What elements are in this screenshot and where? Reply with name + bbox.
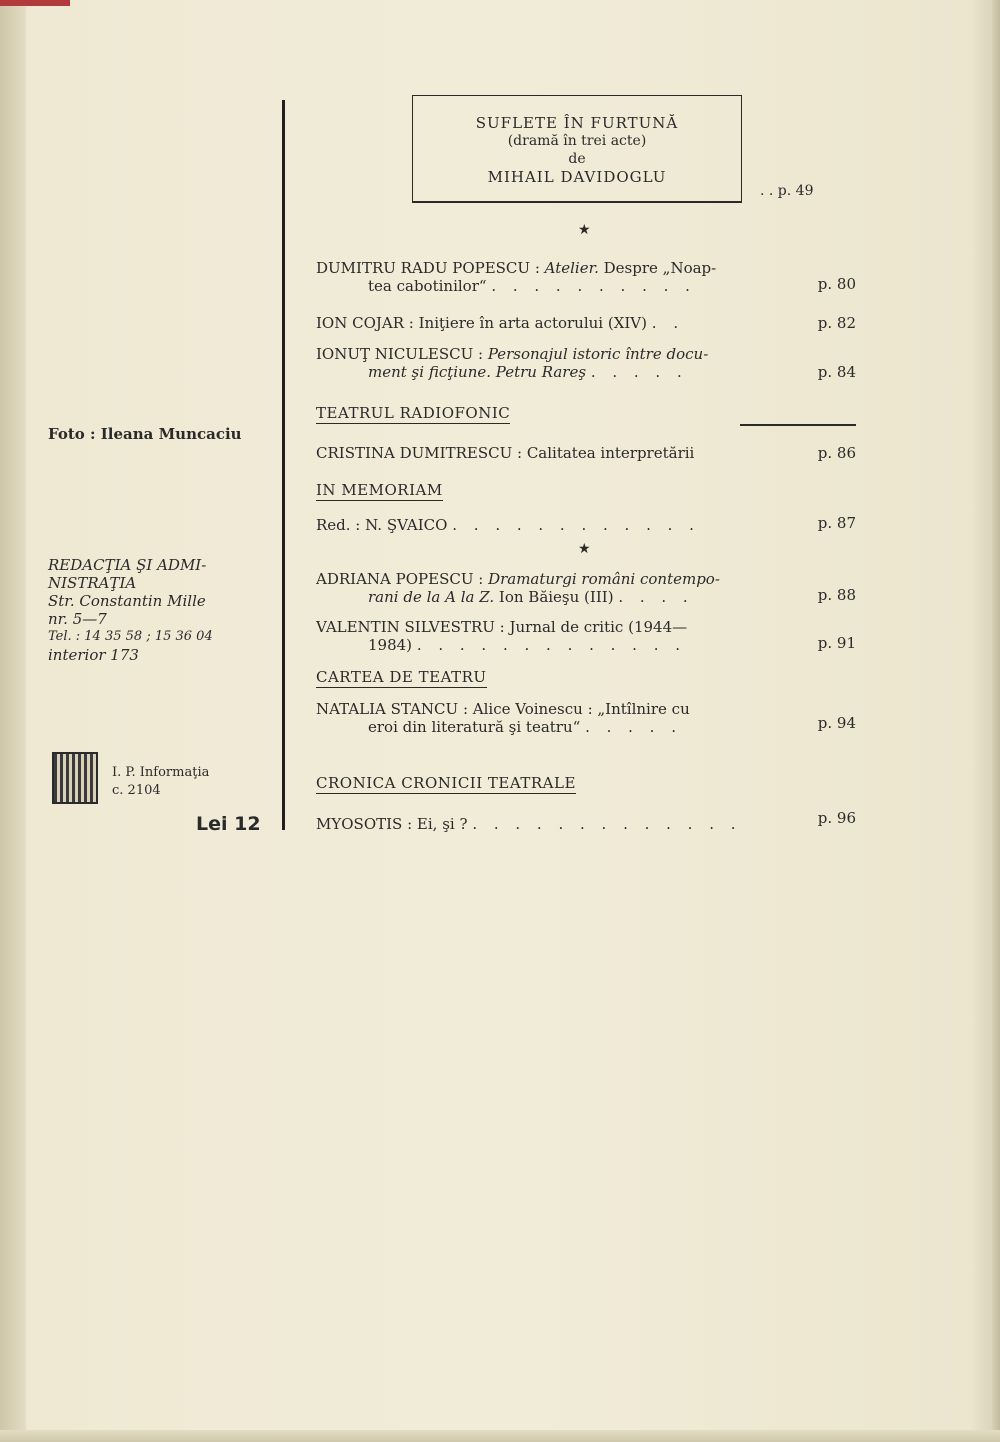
toc-entry xyxy=(316,314,856,332)
page-number: p. 84 xyxy=(817,363,856,381)
redaction-line: nr. 5—7 xyxy=(48,610,107,628)
play-by: de xyxy=(568,151,586,167)
star-separator-icon: ★ xyxy=(578,541,591,557)
section-heading: CARTEA DE TEATRU xyxy=(316,668,487,686)
leader-dots: . . . . . . . . . . xyxy=(491,277,696,295)
entry-text: Red. : N. ŞVAICO xyxy=(316,516,448,534)
editorial-address xyxy=(48,556,268,664)
play-title: SUFLETE ÎN FURTUNĂ xyxy=(475,114,679,132)
entry-text-line2: 1984) xyxy=(368,636,413,654)
leader-dots: . . . . . xyxy=(585,718,682,736)
leader-dots: . . . . . xyxy=(590,363,688,381)
entry-title: Personajul istoric între docu- xyxy=(487,345,709,363)
leader-dots: . . xyxy=(651,314,685,332)
printer-logo-icon xyxy=(52,752,98,804)
toc-entry xyxy=(316,516,856,534)
page-number: p. 87 xyxy=(817,514,856,532)
leader-dots: . . . . . . . . . . . . . xyxy=(472,815,742,833)
entry-text: ION COJAR : Iniţiere în arta actorului (XIV) xyxy=(316,314,647,332)
leader-dots: . . . . . . . . . . . . . xyxy=(416,636,687,654)
photo-credit: Foto : Ileana Muncaciu xyxy=(48,425,242,443)
leader-dots: . . . . xyxy=(618,588,694,606)
printer-name: I. P. Informaţia xyxy=(112,765,210,780)
printer-info xyxy=(112,764,209,800)
entry-author: ADRIANA POPESCU : xyxy=(316,570,489,588)
entry-author: DUMITRU RADU POPESCU : xyxy=(316,259,545,277)
page-number: p. 88 xyxy=(817,586,856,604)
page-number: p. 96 xyxy=(817,809,856,827)
telephone: Tel. : 14 35 58 ; 15 36 04 xyxy=(48,629,213,644)
toc-entry xyxy=(316,809,856,833)
toc-entry xyxy=(316,345,856,381)
toc-entry xyxy=(316,444,856,462)
page-bottom-edge xyxy=(0,1430,1000,1442)
entry-text: CRISTINA DUMITRESCU : Calitatea interpretării xyxy=(316,444,695,462)
price: Lei 12 xyxy=(196,813,261,835)
leader-dots: . . . . . . . . . . . . xyxy=(452,516,700,534)
redaction-line: NISTRAŢIA xyxy=(48,574,137,592)
entry-text: NATALIA STANCU : Alice Voinescu : „Intîlnire cu xyxy=(316,700,690,718)
play-subtitle: (dramă în trei acte) xyxy=(507,133,647,149)
page-number: p. 82 xyxy=(817,314,856,332)
redaction-line: Str. Constantin Mille xyxy=(48,592,206,610)
entry-text: MYOSOTIS : Ei, şi ? xyxy=(316,815,468,833)
entry-author: IONUŢ NICULESCU : xyxy=(316,345,488,363)
entry-text-line2: eroi din literatură şi teatru“ xyxy=(368,718,581,736)
column-divider xyxy=(282,100,285,830)
entry-text: VALENTIN SILVESTRU : Jurnal de critic (1944— xyxy=(316,618,688,636)
entry-title-line2: tea cabotinilor“ xyxy=(368,277,487,295)
page-number: p. 94 xyxy=(817,714,856,732)
page-right-edge xyxy=(992,0,1000,1442)
toc-entry xyxy=(316,618,856,654)
entry-title: Dramaturgi români contempo- xyxy=(488,570,720,588)
binding-spine xyxy=(0,0,26,1442)
toc-entry xyxy=(316,259,856,295)
play-author: MIHAIL DAVIDOGLU xyxy=(487,168,667,186)
section-heading: CRONICA CRONICII TEATRALE xyxy=(316,774,576,792)
entry-title-line2: ment şi ficţiune. Petru Rareş xyxy=(368,363,587,381)
entry-title-cont: Despre „Noap- xyxy=(598,259,717,277)
toc-entry xyxy=(316,700,856,736)
section-rule xyxy=(740,424,856,426)
page-number: p. 80 xyxy=(817,275,856,293)
interior-number: interior 173 xyxy=(48,646,139,664)
featured-play-box xyxy=(412,95,742,203)
entry-title-line2: rani de la A la Z. xyxy=(368,588,495,606)
star-separator-icon: ★ xyxy=(578,222,591,238)
entry-subtitle: Ion Băieşu (III) xyxy=(494,588,614,606)
section-heading: TEATRUL RADIOFONIC xyxy=(316,404,511,422)
section-heading: IN MEMORIAM xyxy=(316,481,443,499)
top-color-mark xyxy=(0,0,70,6)
redaction-line: REDACŢIA ŞI ADMI- xyxy=(48,556,207,574)
toc-entry xyxy=(316,570,856,606)
page-number: p. 86 xyxy=(817,444,856,462)
entry-title: Atelier. xyxy=(544,259,599,277)
featured-page-number: . . p. 49 xyxy=(760,183,814,199)
printer-code: c. 2104 xyxy=(112,783,161,798)
page-number: p. 91 xyxy=(817,634,856,652)
